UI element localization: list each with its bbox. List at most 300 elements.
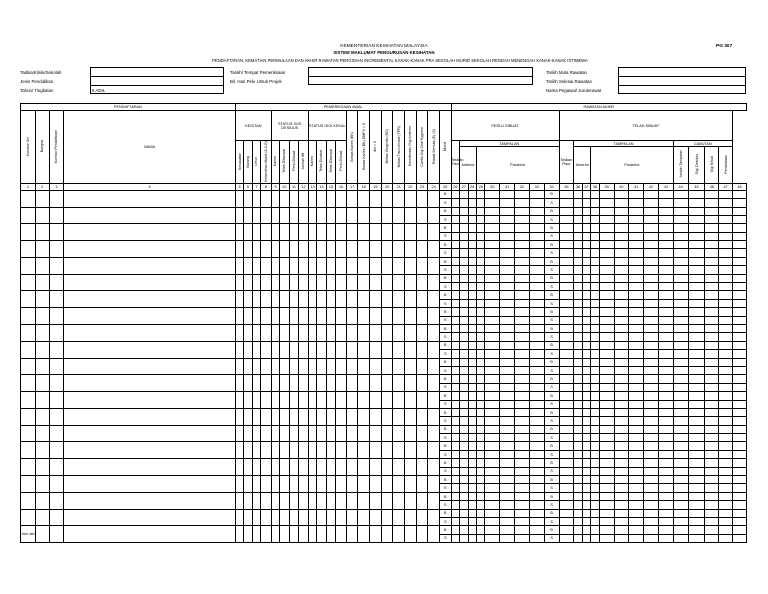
data-cell[interactable] <box>477 241 485 249</box>
data-cell[interactable] <box>35 291 49 308</box>
data-cell[interactable] <box>529 459 544 467</box>
data-cell[interactable] <box>629 442 644 450</box>
data-cell[interactable] <box>308 308 316 325</box>
data-cell[interactable] <box>599 526 614 534</box>
data-cell[interactable] <box>428 476 440 493</box>
data-cell[interactable] <box>500 517 515 525</box>
data-cell[interactable] <box>688 207 705 215</box>
data-cell[interactable] <box>261 392 272 409</box>
data-cell[interactable] <box>317 190 327 207</box>
data-cell[interactable] <box>49 442 64 459</box>
data-cell[interactable] <box>336 241 347 258</box>
data-cell[interactable] <box>500 316 515 324</box>
info-box-right[interactable] <box>618 67 746 94</box>
data-cell[interactable] <box>688 442 705 450</box>
data-cell[interactable] <box>688 517 705 525</box>
data-cell[interactable] <box>559 509 574 517</box>
data-cell[interactable] <box>559 358 574 366</box>
data-cell[interactable] <box>629 224 644 232</box>
data-cell[interactable] <box>280 425 290 442</box>
data-cell[interactable] <box>688 215 705 223</box>
data-cell[interactable] <box>468 291 476 299</box>
data-cell[interactable] <box>416 526 428 543</box>
data-cell[interactable] <box>317 207 327 224</box>
data-cell[interactable] <box>644 283 659 291</box>
data-cell[interactable] <box>705 450 719 458</box>
data-cell[interactable] <box>460 291 468 299</box>
data-cell[interactable] <box>732 325 746 333</box>
data-cell[interactable] <box>416 425 428 442</box>
data-cell[interactable] <box>35 442 49 459</box>
data-cell[interactable] <box>559 392 574 400</box>
data-cell[interactable] <box>614 325 629 333</box>
data-cell[interactable] <box>252 408 260 425</box>
data-cell[interactable] <box>477 501 485 509</box>
info-box-left[interactable] <box>90 67 224 94</box>
data-cell[interactable] <box>235 375 243 392</box>
data-cell[interactable] <box>582 358 590 366</box>
data-cell[interactable] <box>299 459 309 476</box>
data-cell[interactable] <box>529 484 544 492</box>
data-cell[interactable] <box>451 257 459 265</box>
data-cell[interactable] <box>460 358 468 366</box>
data-cell[interactable] <box>629 434 644 442</box>
data-cell[interactable] <box>515 484 530 492</box>
data-cell[interactable] <box>280 392 290 409</box>
data-cell[interactable] <box>599 274 614 282</box>
data-cell[interactable] <box>393 325 405 342</box>
data-cell[interactable] <box>705 241 719 249</box>
data-cell[interactable] <box>614 442 629 450</box>
data-cell[interactable] <box>468 283 476 291</box>
data-cell[interactable] <box>673 266 688 274</box>
data-cell[interactable] <box>529 526 544 534</box>
data-cell[interactable] <box>719 417 733 425</box>
data-cell[interactable] <box>64 442 235 459</box>
data-cell[interactable] <box>451 341 459 349</box>
data-cell[interactable] <box>289 241 299 258</box>
data-cell[interactable] <box>658 383 673 391</box>
data-cell[interactable] <box>271 325 279 342</box>
data-cell[interactable] <box>358 291 370 308</box>
data-cell[interactable] <box>591 392 599 400</box>
data-cell[interactable] <box>451 442 459 450</box>
data-cell[interactable] <box>428 190 440 207</box>
data-cell[interactable] <box>49 526 64 543</box>
data-cell[interactable] <box>326 224 336 241</box>
data-cell[interactable] <box>574 501 582 509</box>
data-cell[interactable] <box>252 459 260 476</box>
data-cell[interactable] <box>515 417 530 425</box>
data-cell[interactable] <box>591 350 599 358</box>
data-cell[interactable] <box>477 492 485 500</box>
data-cell[interactable] <box>280 291 290 308</box>
data-cell[interactable] <box>64 358 235 375</box>
data-cell[interactable] <box>658 392 673 400</box>
data-cell[interactable] <box>658 232 673 240</box>
data-cell[interactable] <box>280 459 290 476</box>
data-cell[interactable] <box>405 207 417 224</box>
data-cell[interactable] <box>574 299 582 307</box>
data-cell[interactable] <box>326 442 336 459</box>
data-cell[interactable] <box>705 257 719 265</box>
data-cell[interactable] <box>317 509 327 526</box>
data-cell[interactable] <box>732 215 746 223</box>
data-cell[interactable] <box>346 274 358 291</box>
data-cell[interactable] <box>336 459 347 476</box>
data-cell[interactable] <box>35 224 49 241</box>
data-cell[interactable] <box>599 224 614 232</box>
data-cell[interactable] <box>629 316 644 324</box>
data-cell[interactable] <box>515 291 530 299</box>
data-cell[interactable] <box>468 492 476 500</box>
data-cell[interactable] <box>658 283 673 291</box>
data-cell[interactable] <box>485 266 500 274</box>
data-cell[interactable] <box>574 425 582 433</box>
data-cell[interactable] <box>370 190 382 207</box>
data-cell[interactable] <box>500 199 515 207</box>
data-cell[interactable] <box>428 492 440 509</box>
data-cell[interactable] <box>485 232 500 240</box>
data-cell[interactable] <box>35 207 49 224</box>
data-cell[interactable] <box>719 308 733 316</box>
data-cell[interactable] <box>485 534 500 542</box>
data-cell[interactable] <box>582 190 590 198</box>
data-cell[interactable] <box>261 224 272 241</box>
data-cell[interactable] <box>299 224 309 241</box>
data-cell[interactable] <box>529 341 544 349</box>
data-cell[interactable] <box>529 434 544 442</box>
data-cell[interactable] <box>658 509 673 517</box>
data-cell[interactable] <box>460 241 468 249</box>
data-cell[interactable] <box>559 190 574 198</box>
data-cell[interactable] <box>64 291 235 308</box>
data-cell[interactable] <box>21 274 36 291</box>
data-cell[interactable] <box>515 232 530 240</box>
data-cell[interactable] <box>261 325 272 342</box>
data-cell[interactable] <box>280 190 290 207</box>
data-cell[interactable] <box>599 400 614 408</box>
data-cell[interactable] <box>235 509 243 526</box>
data-cell[interactable] <box>529 199 544 207</box>
data-cell[interactable] <box>370 509 382 526</box>
data-cell[interactable] <box>559 366 574 374</box>
data-cell[interactable] <box>500 526 515 534</box>
data-cell[interactable] <box>261 492 272 509</box>
data-cell[interactable] <box>705 417 719 425</box>
data-cell[interactable] <box>614 517 629 525</box>
data-cell[interactable] <box>326 476 336 493</box>
data-cell[interactable] <box>559 199 574 207</box>
data-cell[interactable] <box>719 467 733 475</box>
data-cell[interactable] <box>732 450 746 458</box>
data-cell[interactable] <box>688 232 705 240</box>
data-cell[interactable] <box>688 299 705 307</box>
data-cell[interactable] <box>370 492 382 509</box>
data-cell[interactable] <box>485 517 500 525</box>
data-cell[interactable] <box>705 283 719 291</box>
data-cell[interactable] <box>326 526 336 543</box>
data-cell[interactable] <box>428 375 440 392</box>
data-cell[interactable] <box>468 366 476 374</box>
data-cell[interactable] <box>629 366 644 374</box>
data-cell[interactable] <box>591 442 599 450</box>
data-cell[interactable] <box>732 283 746 291</box>
data-cell[interactable] <box>529 350 544 358</box>
data-cell[interactable] <box>599 425 614 433</box>
data-cell[interactable] <box>732 383 746 391</box>
data-cell[interactable] <box>688 366 705 374</box>
data-cell[interactable] <box>658 316 673 324</box>
data-cell[interactable] <box>582 375 590 383</box>
data-cell[interactable] <box>644 484 659 492</box>
data-cell[interactable] <box>280 308 290 325</box>
data-cell[interactable] <box>252 190 260 207</box>
data-cell[interactable] <box>500 484 515 492</box>
data-cell[interactable] <box>658 249 673 257</box>
data-cell[interactable] <box>308 476 316 493</box>
data-cell[interactable] <box>688 425 705 433</box>
data-cell[interactable] <box>358 325 370 342</box>
data-cell[interactable] <box>529 534 544 542</box>
data-cell[interactable] <box>358 241 370 258</box>
data-cell[interactable] <box>574 400 582 408</box>
data-cell[interactable] <box>644 257 659 265</box>
data-cell[interactable] <box>416 358 428 375</box>
data-cell[interactable] <box>326 492 336 509</box>
data-cell[interactable] <box>336 325 347 342</box>
data-cell[interactable] <box>252 207 260 224</box>
data-cell[interactable] <box>244 224 252 241</box>
data-cell[interactable] <box>705 325 719 333</box>
data-cell[interactable] <box>485 341 500 349</box>
data-cell[interactable] <box>346 442 358 459</box>
data-cell[interactable] <box>460 257 468 265</box>
data-cell[interactable] <box>21 358 36 375</box>
data-cell[interactable] <box>614 450 629 458</box>
data-cell[interactable] <box>688 501 705 509</box>
data-cell[interactable] <box>451 291 459 299</box>
data-cell[interactable] <box>485 459 500 467</box>
data-cell[interactable] <box>705 400 719 408</box>
data-cell[interactable] <box>405 442 417 459</box>
data-cell[interactable] <box>326 190 336 207</box>
data-cell[interactable] <box>416 274 428 291</box>
data-cell[interactable] <box>559 400 574 408</box>
data-cell[interactable] <box>644 467 659 475</box>
data-cell[interactable] <box>719 249 733 257</box>
data-cell[interactable] <box>688 400 705 408</box>
data-cell[interactable] <box>485 199 500 207</box>
data-cell[interactable] <box>500 299 515 307</box>
data-cell[interactable] <box>719 400 733 408</box>
data-cell[interactable] <box>500 467 515 475</box>
data-cell[interactable] <box>451 350 459 358</box>
data-cell[interactable] <box>591 283 599 291</box>
data-cell[interactable] <box>705 459 719 467</box>
data-cell[interactable] <box>705 316 719 324</box>
data-cell[interactable] <box>416 509 428 526</box>
data-cell[interactable] <box>614 341 629 349</box>
data-cell[interactable] <box>477 408 485 416</box>
data-cell[interactable] <box>317 274 327 291</box>
data-cell[interactable] <box>574 266 582 274</box>
data-cell[interactable] <box>370 257 382 274</box>
data-cell[interactable] <box>500 274 515 282</box>
data-cell[interactable] <box>416 241 428 258</box>
data-cell[interactable] <box>591 366 599 374</box>
data-cell[interactable] <box>599 492 614 500</box>
data-cell[interactable] <box>591 274 599 282</box>
data-cell[interactable] <box>629 199 644 207</box>
data-cell[interactable] <box>485 190 500 198</box>
data-cell[interactable] <box>688 266 705 274</box>
data-cell[interactable] <box>358 358 370 375</box>
data-cell[interactable] <box>252 241 260 258</box>
data-cell[interactable] <box>358 459 370 476</box>
data-cell[interactable] <box>393 476 405 493</box>
data-cell[interactable] <box>732 509 746 517</box>
data-cell[interactable] <box>688 509 705 517</box>
data-cell[interactable] <box>271 392 279 409</box>
data-cell[interactable] <box>468 400 476 408</box>
data-cell[interactable] <box>614 308 629 316</box>
data-cell[interactable] <box>515 358 530 366</box>
data-cell[interactable] <box>485 450 500 458</box>
data-cell[interactable] <box>644 392 659 400</box>
data-cell[interactable] <box>582 517 590 525</box>
data-cell[interactable] <box>629 467 644 475</box>
data-cell[interactable] <box>658 408 673 416</box>
data-cell[interactable] <box>644 501 659 509</box>
data-cell[interactable] <box>370 308 382 325</box>
data-cell[interactable] <box>515 459 530 467</box>
data-cell[interactable] <box>599 434 614 442</box>
data-cell[interactable] <box>485 274 500 282</box>
data-cell[interactable] <box>591 459 599 467</box>
data-cell[interactable] <box>673 241 688 249</box>
data-cell[interactable] <box>515 224 530 232</box>
data-cell[interactable] <box>244 509 252 526</box>
data-cell[interactable] <box>732 341 746 349</box>
data-cell[interactable] <box>732 442 746 450</box>
data-cell[interactable] <box>271 442 279 459</box>
data-cell[interactable] <box>468 333 476 341</box>
data-cell[interactable] <box>644 408 659 416</box>
data-cell[interactable] <box>614 484 629 492</box>
data-cell[interactable] <box>559 484 574 492</box>
data-cell[interactable] <box>346 509 358 526</box>
data-cell[interactable] <box>271 375 279 392</box>
data-cell[interactable] <box>308 408 316 425</box>
data-cell[interactable] <box>574 291 582 299</box>
data-cell[interactable] <box>673 509 688 517</box>
data-cell[interactable] <box>732 350 746 358</box>
data-cell[interactable] <box>393 526 405 543</box>
data-cell[interactable] <box>428 341 440 358</box>
data-cell[interactable] <box>308 392 316 409</box>
data-cell[interactable] <box>235 408 243 425</box>
data-cell[interactable] <box>614 366 629 374</box>
data-cell[interactable] <box>289 358 299 375</box>
data-cell[interactable] <box>485 400 500 408</box>
data-cell[interactable] <box>559 434 574 442</box>
data-cell[interactable] <box>416 341 428 358</box>
data-cell[interactable] <box>582 316 590 324</box>
data-cell[interactable] <box>244 190 252 207</box>
data-cell[interactable] <box>688 350 705 358</box>
data-cell[interactable] <box>460 325 468 333</box>
data-cell[interactable] <box>515 241 530 249</box>
data-cell[interactable] <box>673 232 688 240</box>
data-cell[interactable] <box>477 274 485 282</box>
data-cell[interactable] <box>451 333 459 341</box>
data-cell[interactable] <box>235 241 243 258</box>
data-cell[interactable] <box>477 434 485 442</box>
data-cell[interactable] <box>336 257 347 274</box>
data-cell[interactable] <box>644 350 659 358</box>
data-cell[interactable] <box>515 325 530 333</box>
data-cell[interactable] <box>64 492 235 509</box>
data-cell[interactable] <box>673 383 688 391</box>
data-cell[interactable] <box>346 224 358 241</box>
data-cell[interactable] <box>515 199 530 207</box>
data-cell[interactable] <box>64 224 235 241</box>
data-cell[interactable] <box>477 299 485 307</box>
data-cell[interactable] <box>591 534 599 542</box>
data-cell[interactable] <box>49 375 64 392</box>
data-cell[interactable] <box>500 358 515 366</box>
data-cell[interactable] <box>477 534 485 542</box>
data-cell[interactable] <box>299 207 309 224</box>
data-cell[interactable] <box>485 408 500 416</box>
data-cell[interactable] <box>629 476 644 484</box>
data-cell[interactable] <box>591 434 599 442</box>
data-cell[interactable] <box>688 308 705 316</box>
data-cell[interactable] <box>261 291 272 308</box>
data-cell[interactable] <box>451 241 459 249</box>
data-cell[interactable] <box>460 366 468 374</box>
data-cell[interactable] <box>416 476 428 493</box>
data-cell[interactable] <box>35 492 49 509</box>
data-cell[interactable] <box>336 308 347 325</box>
data-cell[interactable] <box>346 459 358 476</box>
data-cell[interactable] <box>500 509 515 517</box>
data-cell[interactable] <box>460 492 468 500</box>
data-cell[interactable] <box>658 492 673 500</box>
data-cell[interactable] <box>485 484 500 492</box>
data-cell[interactable] <box>468 232 476 240</box>
data-cell[interactable] <box>271 257 279 274</box>
data-cell[interactable] <box>451 517 459 525</box>
data-cell[interactable] <box>688 534 705 542</box>
data-cell[interactable] <box>732 207 746 215</box>
data-cell[interactable] <box>428 207 440 224</box>
data-cell[interactable] <box>358 341 370 358</box>
data-cell[interactable] <box>451 484 459 492</box>
data-cell[interactable] <box>644 333 659 341</box>
data-cell[interactable] <box>705 249 719 257</box>
data-cell[interactable] <box>599 408 614 416</box>
data-cell[interactable] <box>614 257 629 265</box>
data-cell[interactable] <box>614 333 629 341</box>
data-cell[interactable] <box>485 492 500 500</box>
data-cell[interactable] <box>559 467 574 475</box>
data-cell[interactable] <box>280 341 290 358</box>
data-cell[interactable] <box>308 492 316 509</box>
data-cell[interactable] <box>49 492 64 509</box>
data-cell[interactable] <box>244 358 252 375</box>
